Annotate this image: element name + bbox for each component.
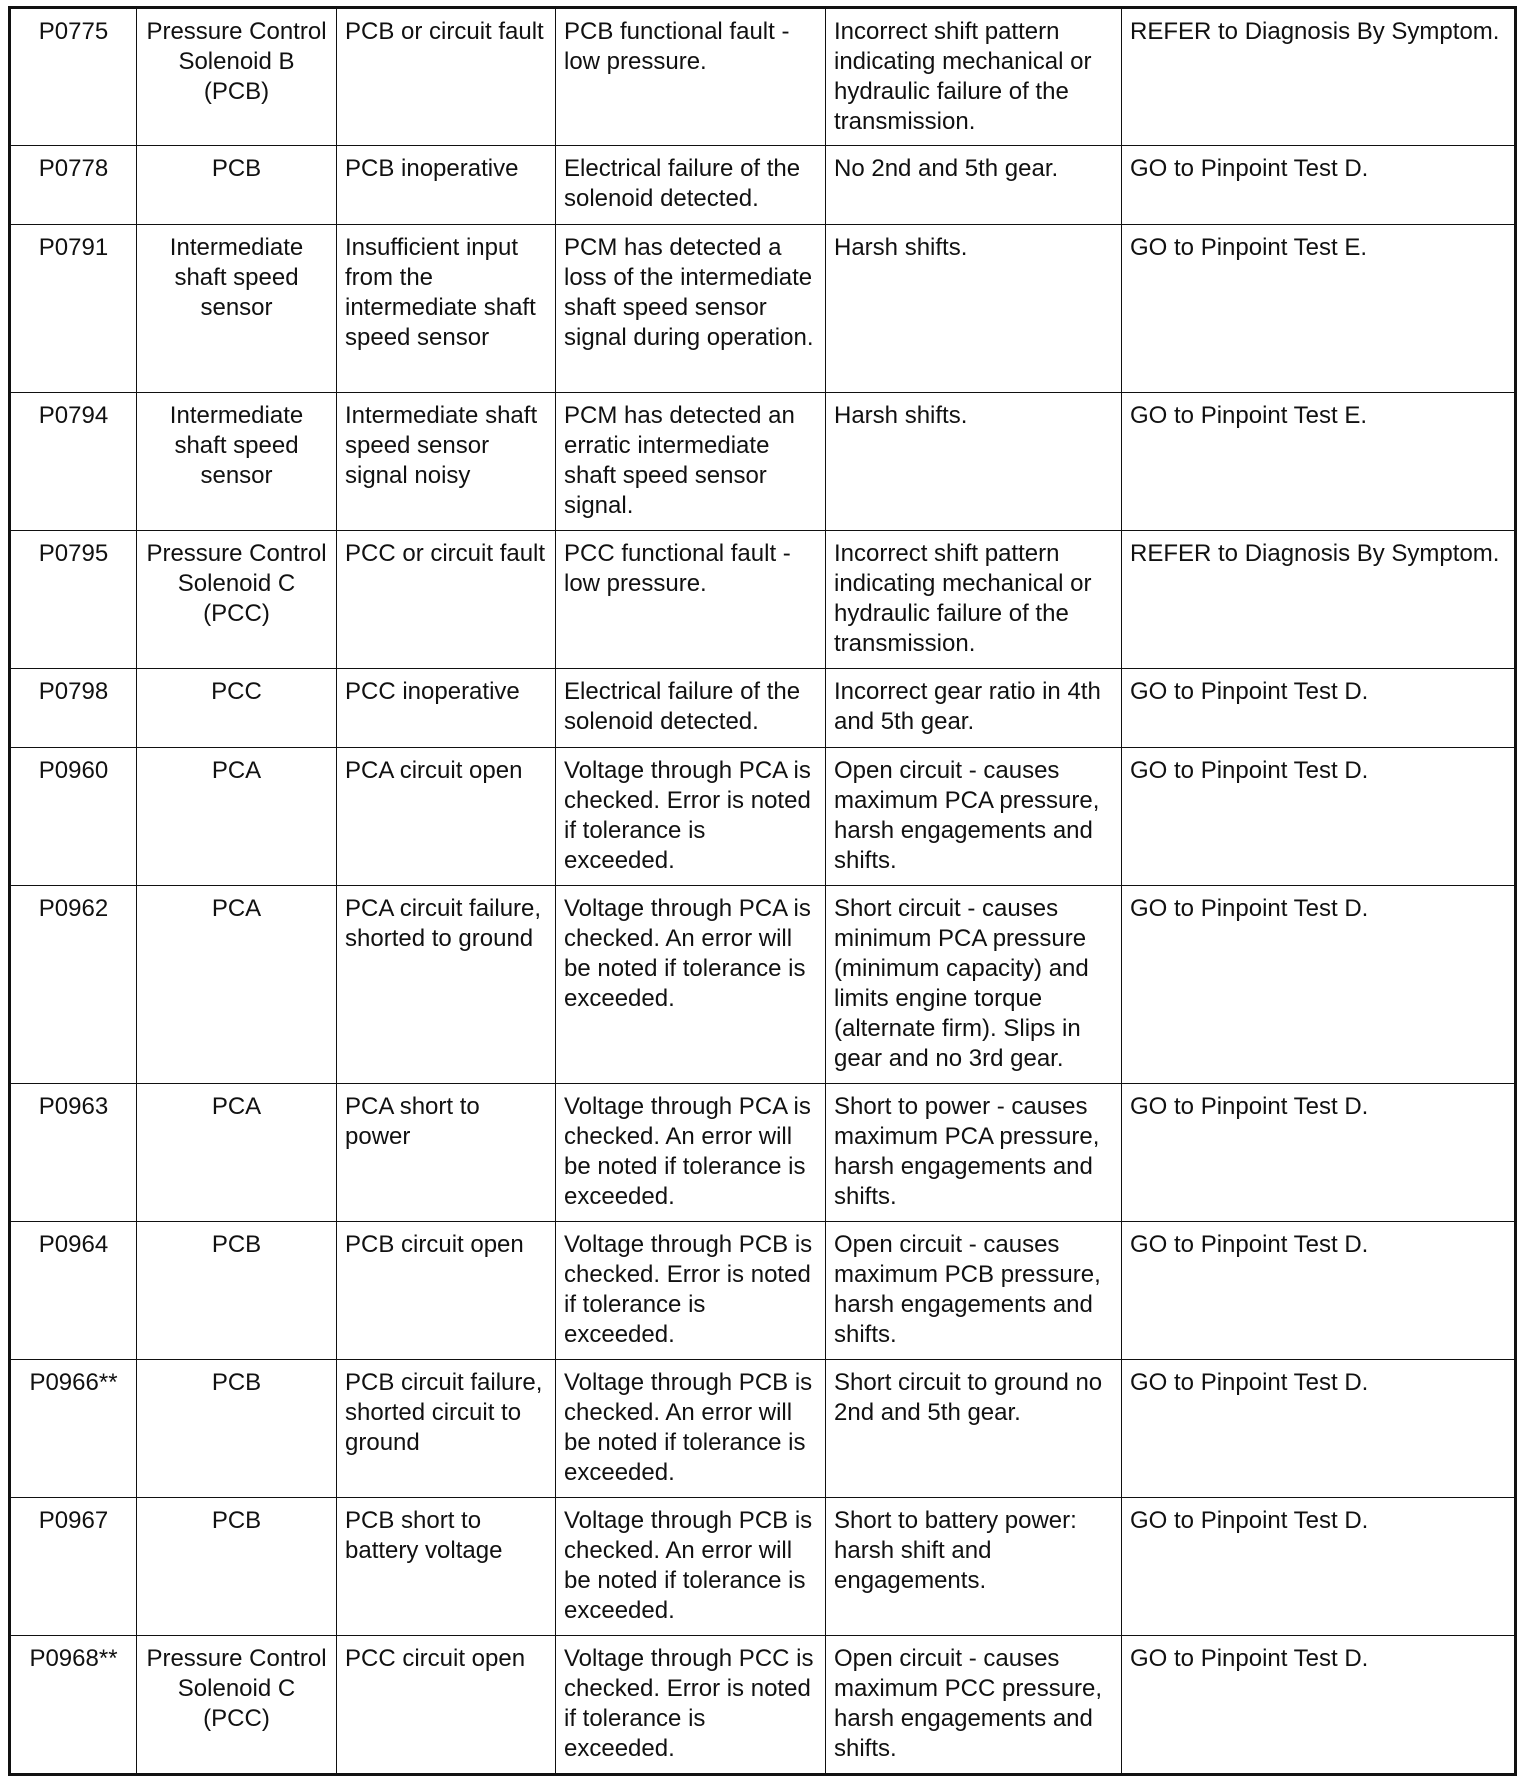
table-row (10, 225, 1516, 393)
condition-cell: Voltage through PCA is checked. An error will be noted if tolerance is exceeded. (556, 886, 826, 1084)
condition-cell: Voltage through PCA is checked. Error is noted if tolerance is exceeded. (556, 748, 826, 886)
component-cell: Pressure Control Solenoid C (PCC) (137, 531, 337, 669)
symptom-cell: No 2nd and 5th gear. (826, 146, 1122, 225)
table-row (10, 531, 1516, 669)
table-row (10, 393, 1516, 531)
symptom-cell: Open circuit - causes maximum PCA pressure, harsh engagements and shifts. (826, 748, 1122, 886)
symptom-cell: Incorrect shift pattern indicating mechanical or hydraulic failure of the transmission. (826, 531, 1122, 669)
table-row (10, 669, 1516, 748)
dtc-code: P0966** (10, 1360, 137, 1498)
dtc-code: P0778 (10, 146, 137, 225)
description-cell: PCB circuit failure, shorted circuit to ground (337, 1360, 556, 1498)
dtc-code: P0963 (10, 1084, 137, 1222)
action-cell: GO to Pinpoint Test D. (1122, 886, 1516, 1084)
action-cell: GO to Pinpoint Test E. (1122, 393, 1516, 531)
dtc-code: P0795 (10, 531, 137, 669)
table-row (10, 1222, 1516, 1360)
description-cell: PCB short to battery voltage (337, 1498, 556, 1636)
symptom-cell: Short circuit to ground no 2nd and 5th gear. (826, 1360, 1122, 1498)
component-cell: PCB (137, 1360, 337, 1498)
component-cell: PCB (137, 1498, 337, 1636)
description-cell: PCB inoperative (337, 146, 556, 225)
dtc-code: P0960 (10, 748, 137, 886)
dtc-code: P0794 (10, 393, 137, 531)
symptom-cell: Harsh shifts. (826, 393, 1122, 531)
condition-cell: Voltage through PCB is checked. Error is noted if tolerance is exceeded. (556, 1222, 826, 1360)
action-cell: GO to Pinpoint Test D. (1122, 1636, 1516, 1775)
action-cell: GO to Pinpoint Test E. (1122, 225, 1516, 393)
condition-cell: PCB functional fault - low pressure. (556, 8, 826, 146)
dtc-table (8, 6, 1517, 1776)
action-cell: GO to Pinpoint Test D. (1122, 1084, 1516, 1222)
symptom-cell: Open circuit - causes maximum PCB pressure, harsh engagements and shifts. (826, 1222, 1122, 1360)
condition-cell: PCM has detected a loss of the intermediate shaft speed sensor signal during operation. (556, 225, 826, 393)
table-row (10, 8, 1516, 146)
description-cell: PCC or circuit fault (337, 531, 556, 669)
description-cell: PCB or circuit fault (337, 8, 556, 146)
condition-cell: Electrical failure of the solenoid detected. (556, 669, 826, 748)
condition-cell: Electrical failure of the solenoid detected. (556, 146, 826, 225)
component-cell: Pressure Control Solenoid B (PCB) (137, 8, 337, 146)
symptom-cell: Short to battery power: harsh shift and engagements. (826, 1498, 1122, 1636)
symptom-cell: Short to power - causes maximum PCA pressure, harsh engagements and shifts. (826, 1084, 1122, 1222)
symptom-cell: Incorrect gear ratio in 4th and 5th gear. (826, 669, 1122, 748)
dtc-code: P0791 (10, 225, 137, 393)
action-cell: GO to Pinpoint Test D. (1122, 1222, 1516, 1360)
component-cell: PCA (137, 748, 337, 886)
table-row (10, 146, 1516, 225)
description-cell: Insufficient input from the intermediate shaft speed sensor (337, 225, 556, 393)
symptom-cell: Open circuit - causes maximum PCC pressure, harsh engagements and shifts. (826, 1636, 1122, 1775)
symptom-cell: Harsh shifts. (826, 225, 1122, 393)
action-cell: GO to Pinpoint Test D. (1122, 146, 1516, 225)
dtc-code: P0967 (10, 1498, 137, 1636)
description-cell: PCB circuit open (337, 1222, 556, 1360)
symptom-cell: Incorrect shift pattern indicating mechanical or hydraulic failure of the transmission. (826, 8, 1122, 146)
condition-cell: Voltage through PCB is checked. An error will be noted if tolerance is exceeded. (556, 1498, 826, 1636)
condition-cell: Voltage through PCB is checked. An error will be noted if tolerance is exceeded. (556, 1360, 826, 1498)
action-cell: GO to Pinpoint Test D. (1122, 1360, 1516, 1498)
dtc-code: P0968** (10, 1636, 137, 1775)
table-row (10, 1360, 1516, 1498)
symptom-cell: Short circuit - causes minimum PCA pressure (minimum capacity) and limits engine torque (alternate firm). Slips in gear and no 3rd gear. (826, 886, 1122, 1084)
table-row (10, 1636, 1516, 1775)
component-cell: Intermediate shaft speed sensor (137, 225, 337, 393)
component-cell: Intermediate shaft speed sensor (137, 393, 337, 531)
dtc-code: P0798 (10, 669, 137, 748)
condition-cell: PCC functional fault - low pressure. (556, 531, 826, 669)
action-cell: GO to Pinpoint Test D. (1122, 748, 1516, 886)
component-cell: PCB (137, 146, 337, 225)
dtc-code: P0962 (10, 886, 137, 1084)
component-cell: Pressure Control Solenoid C (PCC) (137, 1636, 337, 1775)
table-row (10, 1084, 1516, 1222)
description-cell: PCC inoperative (337, 669, 556, 748)
condition-cell: Voltage through PCA is checked. An error will be noted if tolerance is exceeded. (556, 1084, 826, 1222)
description-cell: PCA short to power (337, 1084, 556, 1222)
component-cell: PCC (137, 669, 337, 748)
component-cell: PCA (137, 1084, 337, 1222)
description-cell: PCA circuit open (337, 748, 556, 886)
action-cell: REFER to Diagnosis By Symptom. (1122, 531, 1516, 669)
action-cell: REFER to Diagnosis By Symptom. (1122, 8, 1516, 146)
action-cell: GO to Pinpoint Test D. (1122, 1498, 1516, 1636)
action-cell: GO to Pinpoint Test D. (1122, 669, 1516, 748)
dtc-code: P0964 (10, 1222, 137, 1360)
dtc-code: P0775 (10, 8, 137, 146)
description-cell: PCA circuit failure, shorted to ground (337, 886, 556, 1084)
table-row (10, 886, 1516, 1084)
condition-cell: Voltage through PCC is checked. Error is noted if tolerance is exceeded. (556, 1636, 826, 1775)
description-cell: Intermediate shaft speed sensor signal noisy (337, 393, 556, 531)
condition-cell: PCM has detected an erratic intermediate shaft speed sensor signal. (556, 393, 826, 531)
component-cell: PCB (137, 1222, 337, 1360)
description-cell: PCC circuit open (337, 1636, 556, 1775)
table-row (10, 1498, 1516, 1636)
component-cell: PCA (137, 886, 337, 1084)
table-row (10, 748, 1516, 886)
